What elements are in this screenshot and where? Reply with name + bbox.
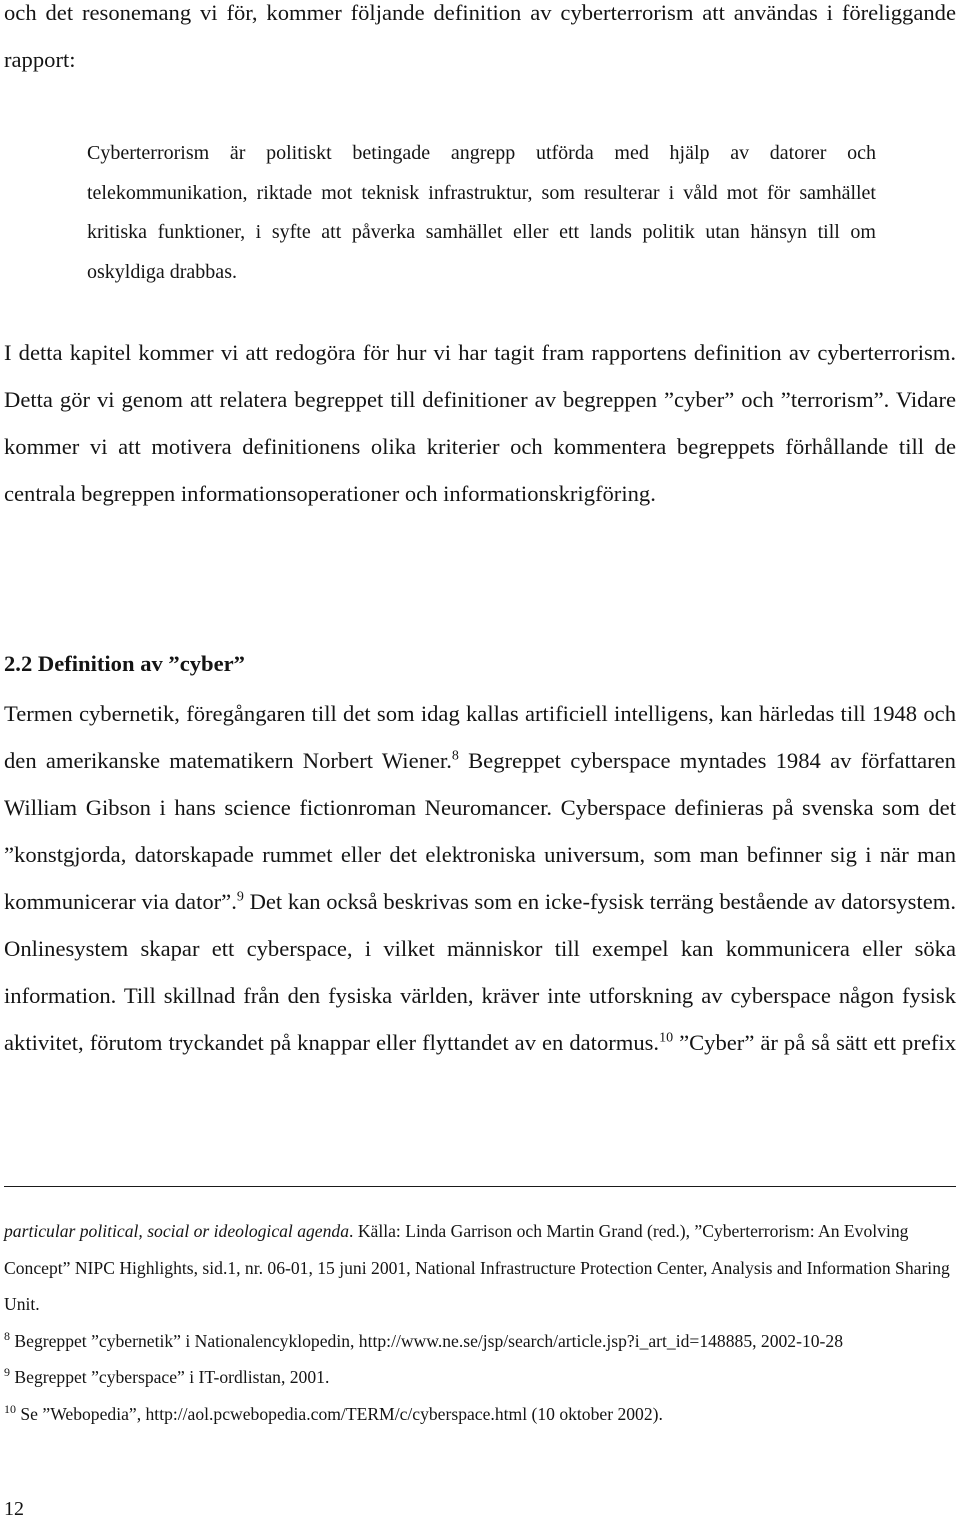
footnote-text: Begreppet ”cybernetik” i Nationalencyklopedin, http://www.ne.se/jsp/search/article.jsp?i_art_id=148885, 2002-10-28 <box>10 1330 844 1351</box>
section-heading: 2.2 Definition av ”cyber” <box>4 651 245 676</box>
footnote-continuation-italic: particular political, social or ideological agenda <box>4 1221 350 1241</box>
chapter-intro-paragraph: I detta kapitel kommer vi att redogöra för hur vi har tagit fram rapportens definition av cyberterrorism. Detta gör vi genom att relatera begreppet till definitioner av begreppen ”cyber” och ”terrorism”. Vidare kommer vi att motivera definitionens olika kriterier och kommentera begreppets förhållande till de centrala begreppen informationsoperationer och informationskrigföring. <box>4 340 956 506</box>
footnote-10 <box>4 1396 956 1433</box>
footnote-reference-8[interactable]: 8 <box>451 748 459 764</box>
section-text-part-1: Termen cybernetik, föregångaren till det som idag kallas artificiell intelligens, kan härledas till 1948 och den amerikanske matematikern Norbert Wiener. <box>4 701 956 773</box>
footnote-number: 9 <box>4 1365 10 1380</box>
section-text-part-2: Begreppet cyberspace myntades 1984 av författaren William Gibson i hans science fictionroman Neuromancer. Cyberspace definieras på svenska som det ”konstgjorda, datorskapade rummet eller det elektroniska universum, som man befinner sig i när man kommunicerar via dator”. <box>4 748 956 914</box>
footnote-9 <box>4 1359 956 1396</box>
footnote-continuation <box>4 1213 956 1323</box>
footnote-reference-10[interactable]: 10 <box>659 1030 674 1046</box>
intro-paragraph: och det resonemang vi för, kommer följande definition av cyberterrorism att användas i föreliggande rapport: <box>4 0 956 72</box>
footnote-text: Se ”Webopedia”, http://aol.pcwebopedia.com/TERM/c/cyberspace.html (10 oktober 2002). <box>16 1403 663 1424</box>
footnote-number: 10 <box>4 1401 16 1416</box>
footnote-separator <box>4 1186 956 1187</box>
section-text-part-4: ”Cyber” är på så sätt ett prefix <box>673 1030 956 1055</box>
footnote-8 <box>4 1323 956 1360</box>
footnote-continuation-text: . Källa: Linda Garrison och Martin Grand (red.), ”Cyberterrorism: An Evolving Concept” NIPC Highlights, sid.1, nr. 06-01, 15 juni 2001, National Infrastructure Protection Center, Analysis and Information Sharing Unit. <box>4 1221 950 1314</box>
footnotes <box>4 1213 956 1432</box>
page-number: 12 <box>4 1498 24 1520</box>
section-text-part-3: Det kan också beskrivas som en icke-fysisk terräng bestående av datorsystem. Onlinesystem skapar ett cyberspace, i vilket människor till exempel kan kommunicera eller söka information. Till skillnad från den fysiska världen, kräver inte utforskning av cyberspace någon fysisk aktivitet, förutom tryckandet på knappar eller flyttandet av en datormus. <box>4 889 957 1055</box>
footnote-number: 8 <box>4 1328 10 1343</box>
definition-quote: Cyberterrorism är politiskt betingade angrepp utförda med hjälp av datorer och telekommunikation, riktade mot teknisk infrastruktur, som resulterar i våld mot för samhället kritiska funktioner, i syfte att påverka samhället eller ett lands politik utan hänsyn till om oskyldiga drabbas. <box>87 142 876 283</box>
footnote-text: Begreppet ”cyberspace” i IT-ordlistan, 2001. <box>10 1367 330 1387</box>
footnote-reference-9[interactable]: 9 <box>236 889 244 905</box>
section-paragraph <box>4 690 956 1066</box>
